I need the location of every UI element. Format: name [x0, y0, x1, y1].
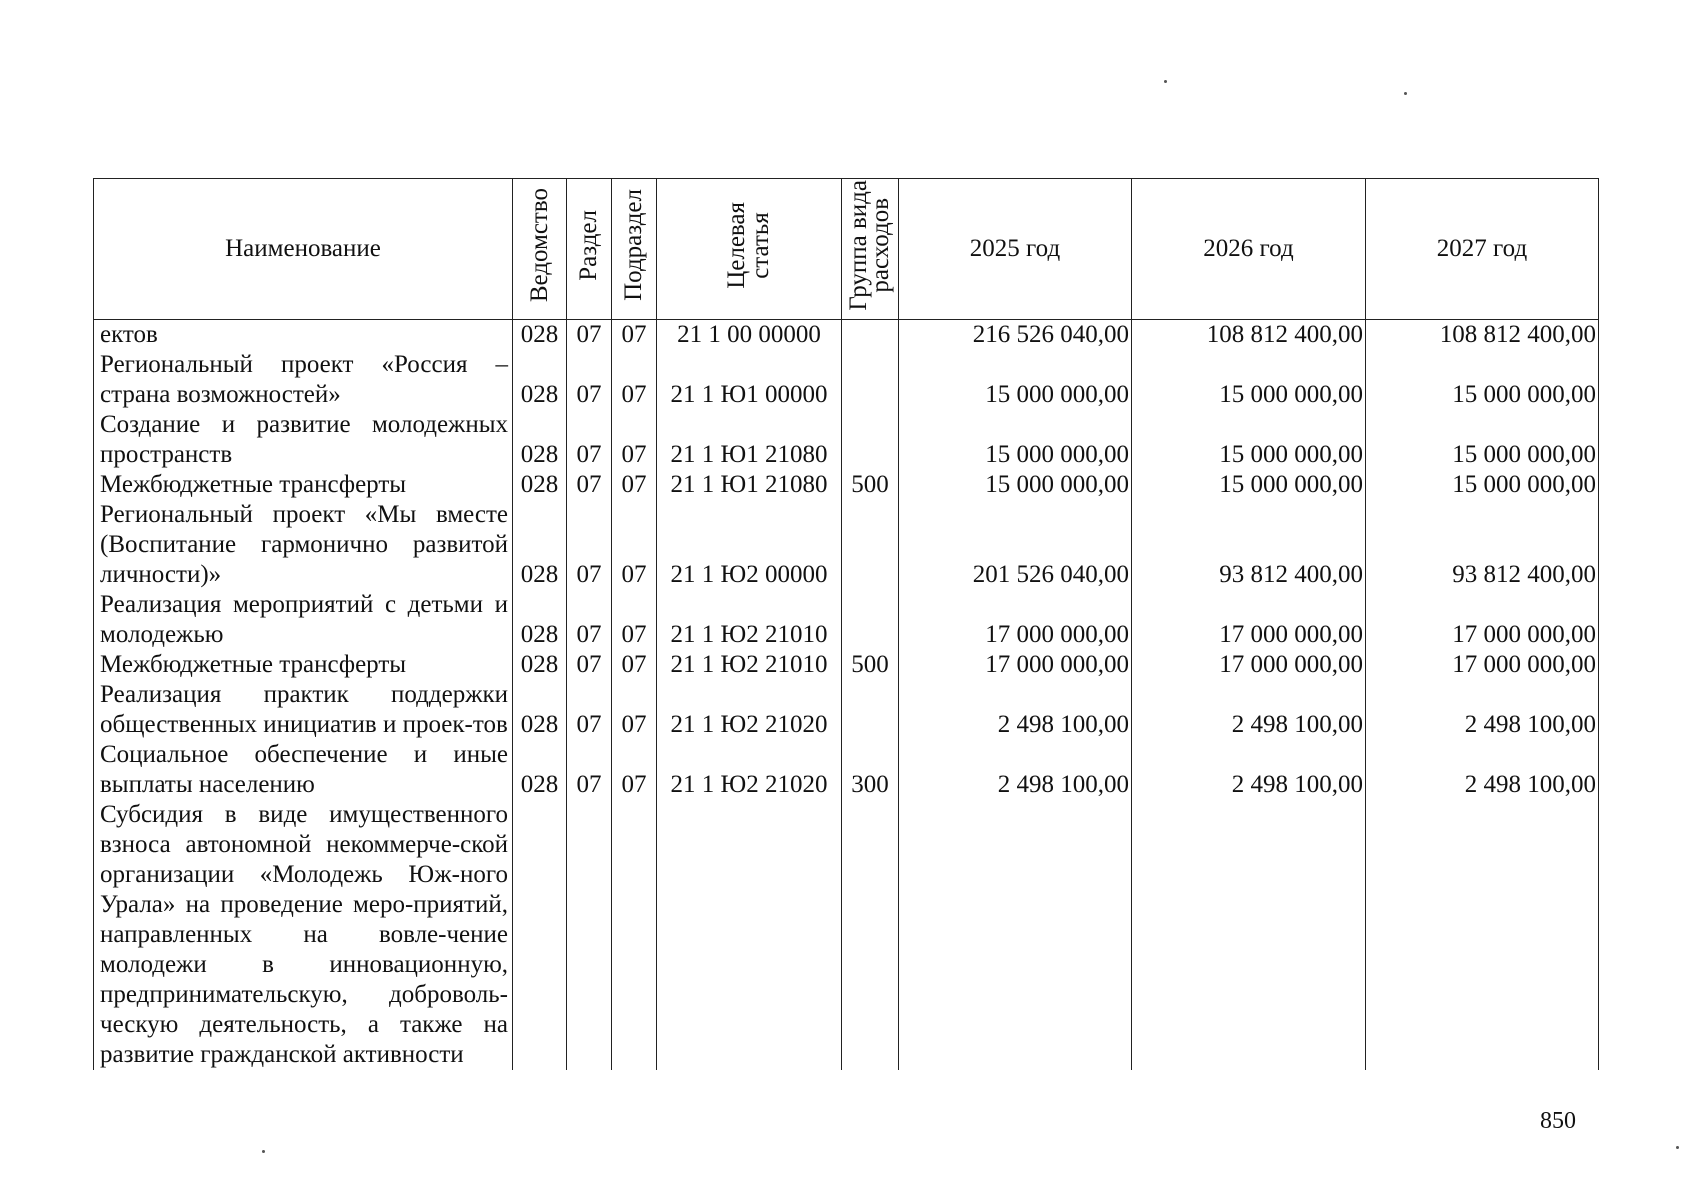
row-target	[657, 800, 842, 1070]
row-subsection: 07	[612, 320, 657, 351]
row-section: 07	[567, 410, 612, 470]
row-section: 07	[567, 680, 612, 740]
row-dept: 028	[513, 320, 567, 351]
row-group	[842, 590, 899, 650]
scan-speck	[262, 1150, 265, 1153]
row-dept: 028	[513, 470, 567, 500]
row-target: 21 1 Ю2 21010	[657, 590, 842, 650]
row-name: ектов	[94, 320, 513, 351]
row-name: Создание и развитие молодежных пространств	[94, 410, 513, 470]
row-name: Социальное обеспечение и иные выплаты населению	[94, 740, 513, 800]
header-target-label: Целевая статья	[723, 201, 774, 289]
row-2025	[899, 800, 1132, 1070]
row-name: Региональный проект «Россия – страна возможностей»	[94, 350, 513, 410]
row-2025: 17 000 000,00	[899, 650, 1132, 680]
row-name: Межбюджетные трансферты	[94, 650, 513, 680]
row-target: 21 1 Ю1 21080	[657, 410, 842, 470]
scan-speck	[1676, 1146, 1679, 1149]
row-group: 300	[842, 740, 899, 800]
row-2026: 2 498 100,00	[1132, 680, 1366, 740]
row-2026: 15 000 000,00	[1132, 350, 1366, 410]
row-section: 07	[567, 740, 612, 800]
row-group	[842, 320, 899, 351]
table-row	[94, 320, 1599, 351]
page-number: 850	[1540, 1108, 1576, 1134]
header-subsection	[612, 179, 657, 320]
row-2027: 2 498 100,00	[1366, 680, 1599, 740]
row-target: 21 1 Ю1 21080	[657, 470, 842, 500]
row-name: Реализация мероприятий с детьми и молодежью	[94, 590, 513, 650]
row-dept: 028	[513, 740, 567, 800]
row-section: 07	[567, 590, 612, 650]
header-section	[567, 179, 612, 320]
table-row	[94, 800, 1599, 1070]
row-section: 07	[567, 320, 612, 351]
row-2025: 17 000 000,00	[899, 590, 1132, 650]
row-group	[842, 800, 899, 1070]
row-2027: 2 498 100,00	[1366, 740, 1599, 800]
row-2025: 2 498 100,00	[899, 680, 1132, 740]
header-target	[657, 179, 842, 320]
row-group	[842, 350, 899, 410]
header-group-label: Группа вида расходов	[845, 179, 894, 311]
row-group: 500	[842, 650, 899, 680]
table-row	[94, 500, 1599, 590]
row-2026: 15 000 000,00	[1132, 410, 1366, 470]
row-group	[842, 500, 899, 590]
row-dept: 028	[513, 680, 567, 740]
row-target: 21 1 00 00000	[657, 320, 842, 351]
scan-speck	[1164, 80, 1167, 83]
row-dept	[513, 800, 567, 1070]
row-2026: 15 000 000,00	[1132, 470, 1366, 500]
row-2025: 201 526 040,00	[899, 500, 1132, 590]
header-2027: 2027 год	[1366, 179, 1599, 320]
row-2026: 17 000 000,00	[1132, 650, 1366, 680]
scan-speck	[1404, 92, 1407, 95]
row-target: 21 1 Ю2 21020	[657, 740, 842, 800]
row-dept: 028	[513, 500, 567, 590]
budget-table	[93, 178, 1599, 1070]
row-name: Межбюджетные трансферты	[94, 470, 513, 500]
row-subsection	[612, 800, 657, 1070]
header-2025: 2025 год	[899, 179, 1132, 320]
row-subsection: 07	[612, 650, 657, 680]
row-dept: 028	[513, 590, 567, 650]
row-name: Субсидия в виде имущественного взноса автономной некоммерче-ской организации «Молодежь Юж-ного Урала» на проведение меро-приятий, направленных на вовле-чение молодежи в инновационную, предпринимательскую, доброволь-ческую деятельность, а также на развитие гражданской активности	[94, 800, 513, 1070]
table-row	[94, 410, 1599, 470]
row-2025: 15 000 000,00	[899, 470, 1132, 500]
table-row	[94, 650, 1599, 680]
row-subsection: 07	[612, 470, 657, 500]
row-2025: 2 498 100,00	[899, 740, 1132, 800]
row-2026: 108 812 400,00	[1132, 320, 1366, 351]
row-target: 21 1 Ю2 21010	[657, 650, 842, 680]
row-2026: 93 812 400,00	[1132, 500, 1366, 590]
row-2027: 108 812 400,00	[1366, 320, 1599, 351]
row-target: 21 1 Ю2 21020	[657, 680, 842, 740]
row-dept: 028	[513, 350, 567, 410]
row-2026	[1132, 800, 1366, 1070]
row-group	[842, 680, 899, 740]
table-row	[94, 590, 1599, 650]
row-2027: 15 000 000,00	[1366, 410, 1599, 470]
row-2025: 15 000 000,00	[899, 350, 1132, 410]
row-2026: 17 000 000,00	[1132, 590, 1366, 650]
row-2027: 15 000 000,00	[1366, 350, 1599, 410]
row-2027: 17 000 000,00	[1366, 590, 1599, 650]
header-dept-label: Ведомство	[525, 187, 553, 303]
row-2027	[1366, 800, 1599, 1070]
header-group	[842, 179, 899, 320]
table-row	[94, 470, 1599, 500]
row-section: 07	[567, 470, 612, 500]
row-name: Реализация практик поддержки общественных инициатив и проек-тов	[94, 680, 513, 740]
table-header-row	[94, 179, 1599, 320]
row-2027: 93 812 400,00	[1366, 500, 1599, 590]
row-section: 07	[567, 350, 612, 410]
row-2025: 216 526 040,00	[899, 320, 1132, 351]
header-2026: 2026 год	[1132, 179, 1366, 320]
header-name: Наименование	[94, 179, 513, 320]
row-section: 07	[567, 500, 612, 590]
row-dept: 028	[513, 650, 567, 680]
row-subsection: 07	[612, 590, 657, 650]
row-subsection: 07	[612, 500, 657, 590]
row-subsection: 07	[612, 740, 657, 800]
table-row	[94, 740, 1599, 800]
table-row	[94, 680, 1599, 740]
row-group	[842, 410, 899, 470]
row-2025: 15 000 000,00	[899, 410, 1132, 470]
row-section	[567, 800, 612, 1070]
row-2026: 2 498 100,00	[1132, 740, 1366, 800]
row-subsection: 07	[612, 350, 657, 410]
table-row	[94, 350, 1599, 410]
row-2027: 17 000 000,00	[1366, 650, 1599, 680]
row-name: Региональный проект «Мы вместе (Воспитание гармонично развитой личности)»	[94, 500, 513, 590]
row-subsection: 07	[612, 410, 657, 470]
row-group: 500	[842, 470, 899, 500]
row-target: 21 1 Ю1 00000	[657, 350, 842, 410]
header-dept	[513, 179, 567, 320]
header-subsection-label: Подраздел	[620, 189, 647, 301]
row-2027: 15 000 000,00	[1366, 470, 1599, 500]
row-dept: 028	[513, 410, 567, 470]
row-target: 21 1 Ю2 00000	[657, 500, 842, 590]
row-section: 07	[567, 650, 612, 680]
header-section-label: Раздел	[575, 209, 602, 281]
row-subsection: 07	[612, 680, 657, 740]
